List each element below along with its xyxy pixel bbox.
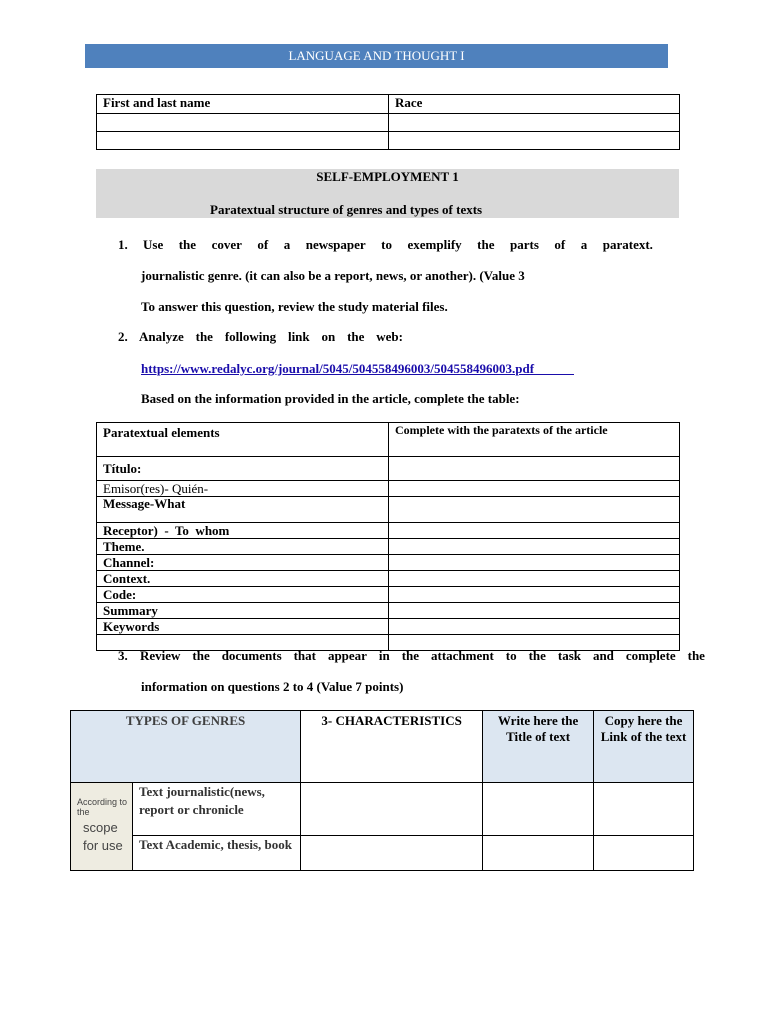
- race-header: Race: [389, 95, 680, 114]
- row-label: Emisor(res)- Quién-: [97, 481, 389, 497]
- row-answer[interactable]: [389, 571, 680, 587]
- row-label: Channel:: [97, 555, 389, 571]
- genre-journalistic: Text journalistic(news, report or chronicle: [133, 783, 301, 836]
- row-answer[interactable]: [389, 619, 680, 635]
- word: and: [592, 648, 614, 663]
- word: exemplify: [407, 237, 462, 252]
- row-answer[interactable]: [389, 497, 680, 523]
- row-label: Code:: [97, 587, 389, 603]
- scope-label: scope for use: [83, 820, 123, 853]
- word: the: [192, 648, 210, 663]
- characteristics-header: 3- CHARACTERISTICS: [301, 711, 483, 783]
- genre-academic: Text Academic, thesis, book: [133, 836, 301, 871]
- word: complete: [625, 648, 676, 663]
- section-subtitle: Paratextual structure of genres and types of texts: [210, 202, 483, 217]
- word: of: [554, 237, 566, 252]
- row-answer[interactable]: [389, 603, 680, 619]
- word: on: [321, 329, 336, 344]
- name-header: First and last name: [97, 95, 389, 114]
- row-answer[interactable]: [389, 555, 680, 571]
- row-answer[interactable]: [389, 457, 680, 481]
- word: of: [257, 237, 269, 252]
- paratext-header-left: Paratextual elements: [97, 423, 389, 457]
- word: web:: [376, 329, 403, 344]
- word: attachment: [430, 648, 494, 663]
- row-label: Título:: [97, 457, 389, 481]
- row-answer[interactable]: [389, 523, 680, 539]
- row-answer[interactable]: [389, 587, 680, 603]
- title-cell[interactable]: [483, 836, 594, 871]
- section-title: SELF-EMPLOYMENT 1: [316, 169, 459, 184]
- word: that: [293, 648, 316, 663]
- q2-number: 2.: [118, 329, 128, 344]
- q1-line1: [143, 237, 653, 253]
- word: the: [477, 237, 495, 252]
- q3-line2: information on questions 2 to 4 (Value 7 points): [141, 679, 404, 694]
- word: parts: [510, 237, 539, 252]
- row-answer[interactable]: [389, 539, 680, 555]
- genres-header: TYPES OF GENRES: [71, 711, 301, 783]
- q1-line3: To answer this question, review the study material files.: [141, 299, 448, 314]
- link-header: Copy here the Link of the text: [594, 711, 694, 783]
- section-header: [96, 169, 679, 218]
- word: documents: [221, 648, 282, 663]
- scope-cell: [71, 783, 133, 871]
- word: a: [580, 237, 588, 252]
- word: a: [283, 237, 291, 252]
- row-answer[interactable]: [389, 481, 680, 497]
- word: paratext.: [602, 237, 653, 252]
- word: the: [195, 329, 213, 344]
- article-link[interactable]: https://www.redalyc.org/journal/5045/504558496003/504558496003.pdf: [141, 361, 535, 376]
- word: the: [347, 329, 365, 344]
- q3-number: 3.: [118, 648, 128, 663]
- race-field[interactable]: [389, 132, 680, 150]
- q3-line1: [140, 648, 705, 664]
- row-label: Theme.: [97, 539, 389, 555]
- link-cell[interactable]: [594, 783, 694, 836]
- word: newspaper: [305, 237, 366, 252]
- paratext-table: [96, 422, 680, 651]
- row-label: Summary: [97, 603, 389, 619]
- word: appear: [327, 648, 367, 663]
- word: in: [378, 648, 390, 663]
- q1-line2: journalistic genre. (it can also be a report, news, or another). (Value 3: [141, 268, 525, 283]
- row-label: Context.: [97, 571, 389, 587]
- word: cover: [211, 237, 242, 252]
- genres-table: [70, 710, 694, 871]
- word: Analyze: [139, 329, 184, 344]
- word: following: [224, 329, 277, 344]
- row-label: Receptor) - To whom: [97, 523, 389, 539]
- q2-line1: [139, 329, 403, 345]
- q1-number: 1.: [118, 237, 128, 252]
- title-cell[interactable]: [483, 783, 594, 836]
- word: the: [687, 648, 705, 663]
- word: task: [557, 648, 581, 663]
- page-title: LANGUAGE AND THOUGHT I: [85, 44, 668, 68]
- word: Review: [140, 648, 181, 663]
- paratext-header-right: Complete with the paratexts of the article: [389, 423, 680, 457]
- word: to: [381, 237, 393, 252]
- word: the: [178, 237, 197, 252]
- race-field[interactable]: [389, 114, 680, 132]
- word: to: [505, 648, 517, 663]
- q2-line3: Based on the information provided in the article, complete the table:: [141, 391, 520, 406]
- row-label: Keywords: [97, 619, 389, 635]
- word: the: [528, 648, 546, 663]
- characteristics-cell[interactable]: [301, 783, 483, 836]
- row-label: Message-What: [97, 497, 389, 523]
- name-table: [96, 94, 680, 150]
- title-header: Write here the Title of text: [483, 711, 594, 783]
- word: the: [401, 648, 420, 663]
- link-cell[interactable]: [594, 836, 694, 871]
- scope-small-label: According to the: [77, 797, 128, 817]
- name-field[interactable]: [97, 114, 389, 132]
- word: Use: [143, 237, 164, 252]
- word: link: [287, 329, 310, 344]
- name-field[interactable]: [97, 132, 389, 150]
- characteristics-cell[interactable]: [301, 836, 483, 871]
